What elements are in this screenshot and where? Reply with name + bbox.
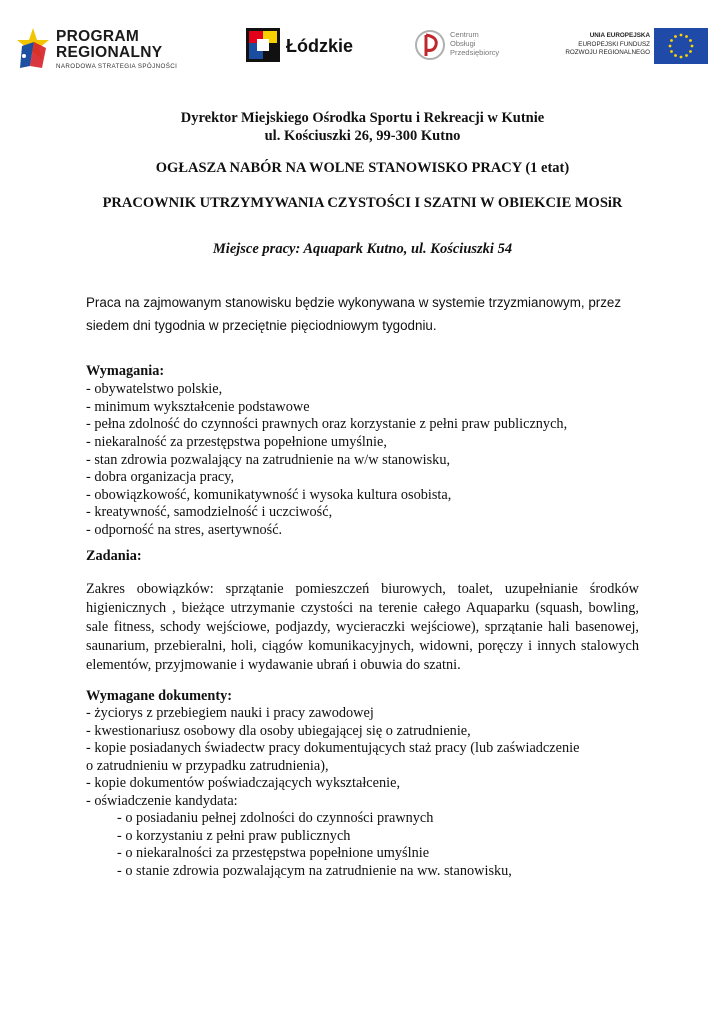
- document-item: - oświadczenie kandydata:: [86, 793, 238, 809]
- tasks-text: Zakres obowiązków: sprzątanie pomieszczeń biurowych, toalet, uzupełnianie środków higienicznych , bieżące utrzymanie czystości na terenie całego Aquaparku (squash, bowling, sale fitness, schody wejściowe, podjazdy, wycieraczki wejściowe), sprzątanie hali basenowej, saunarium, przebieralni, holi, ciągów komunikacyjnych, widowni, poręczy i innych stalowych elementów, przyjmowanie i wydawanie ubrań i obuwia do szatni.: [86, 581, 639, 674]
- declaration-item: - o stanie zdrowia pozwalającym na zatrudnienie na ww. stanowisku,: [117, 863, 512, 879]
- program-title: PROGRAM REGIONALNY: [56, 28, 163, 61]
- requirement-item: - obowiązkowość, komunikatywność i wysoka kultura osobista,: [86, 487, 452, 503]
- lodzkie-logo: [246, 28, 354, 68]
- director-title: Dyrektor Miejskiego Ośrodka Sportu i Rekreacji w Kutnie: [180, 110, 545, 126]
- requirement-item: - odporność na stres, asertywność.: [86, 522, 283, 538]
- cop-name: Centrum Obsługi Przedsiębiorcy: [450, 30, 500, 57]
- eu-flag-icon: [654, 28, 708, 64]
- cop-mark-icon: [414, 28, 446, 62]
- document-item: - życiorys z przebiegiem nauki i pracy zawodowej: [86, 705, 374, 721]
- requirement-item: - niekaralność za przestępstwa popełnione umyślnie,: [86, 434, 387, 450]
- document-item: o zatrudnieniu w przypadku zatrudnienia),: [86, 758, 329, 774]
- document-item: - kopie dokumentów poświadczających wykształcenie,: [86, 775, 401, 791]
- intro-line-1: Praca na zajmowanym stanowisku będzie wykonywana w systemie trzyzmianowym, przez: [86, 295, 622, 310]
- declaration-item: - o niekaralności za przestępstwa popełnione umyślnie: [117, 845, 430, 861]
- requirement-item: - dobra organizacja pracy,: [86, 469, 235, 485]
- requirement-item: - obywatelstwo polskie,: [86, 381, 223, 397]
- requirement-item: - pełna zdolność do czynności prawnych oraz korzystanie z pełni praw publicznych,: [86, 416, 568, 432]
- announcement-title: OGŁASZA NABÓR NA WOLNE STANOWISKO PRACY (1 etat): [155, 160, 570, 176]
- requirement-item: - stan zdrowia pozwalający na zatrudnienie na w/w stanowisku,: [86, 452, 451, 468]
- program-regionalny-logo: [14, 26, 204, 74]
- intro-line-2: siedem dni tygodnia w przeciętnie pięciodniowym tygodniu.: [86, 318, 437, 333]
- eu-logo: [566, 28, 716, 68]
- document-item: - kwestionariusz osobowy dla osoby ubiegającej się o zatrudnienie,: [86, 723, 471, 739]
- centrum-obslugi-logo: [414, 28, 514, 68]
- eu-text: UNIA EUROPEJSKA EUROPEJSKI FUNDUSZ ROZWOJU REGIONALNEGO: [565, 32, 650, 57]
- lodzkie-name: Łódzkie: [286, 36, 354, 56]
- director-address: ul. Kościuszki 26, 99-300 Kutno: [264, 128, 461, 144]
- star-flag-icon: [16, 26, 50, 70]
- requirements-heading: Wymagania:: [86, 363, 165, 379]
- declaration-item: - o posiadaniu pełnej zdolności do czynności prawnych: [117, 810, 434, 826]
- declaration-item: - o korzystaniu z pełni praw publicznych: [117, 828, 351, 844]
- logos-bar: [0, 22, 725, 82]
- position-title: PRACOWNIK UTRZYMYWANIA CZYSTOŚCI I SZATNI W OBIEKCIE MOSiR: [102, 195, 623, 211]
- program-subtitle: NARODOWA STRATEGIA SPÓJNOŚCI: [56, 63, 178, 70]
- documents-heading: Wymagane dokumenty:: [86, 688, 233, 704]
- document-item: - kopie posiadanych świadectw pracy dokumentujących staż pracy (lub zaświadczenie: [86, 740, 580, 756]
- requirement-item: - kreatywność, samodzielność i uczciwość,: [86, 504, 333, 520]
- lodzkie-mark-icon: [246, 28, 280, 62]
- requirement-item: - minimum wykształcenie podstawowe: [86, 399, 310, 415]
- tasks-heading: Zadania:: [86, 548, 142, 564]
- workplace: Miejsce pracy: Aquapark Kutno, ul. Kościuszki 54: [212, 241, 513, 257]
